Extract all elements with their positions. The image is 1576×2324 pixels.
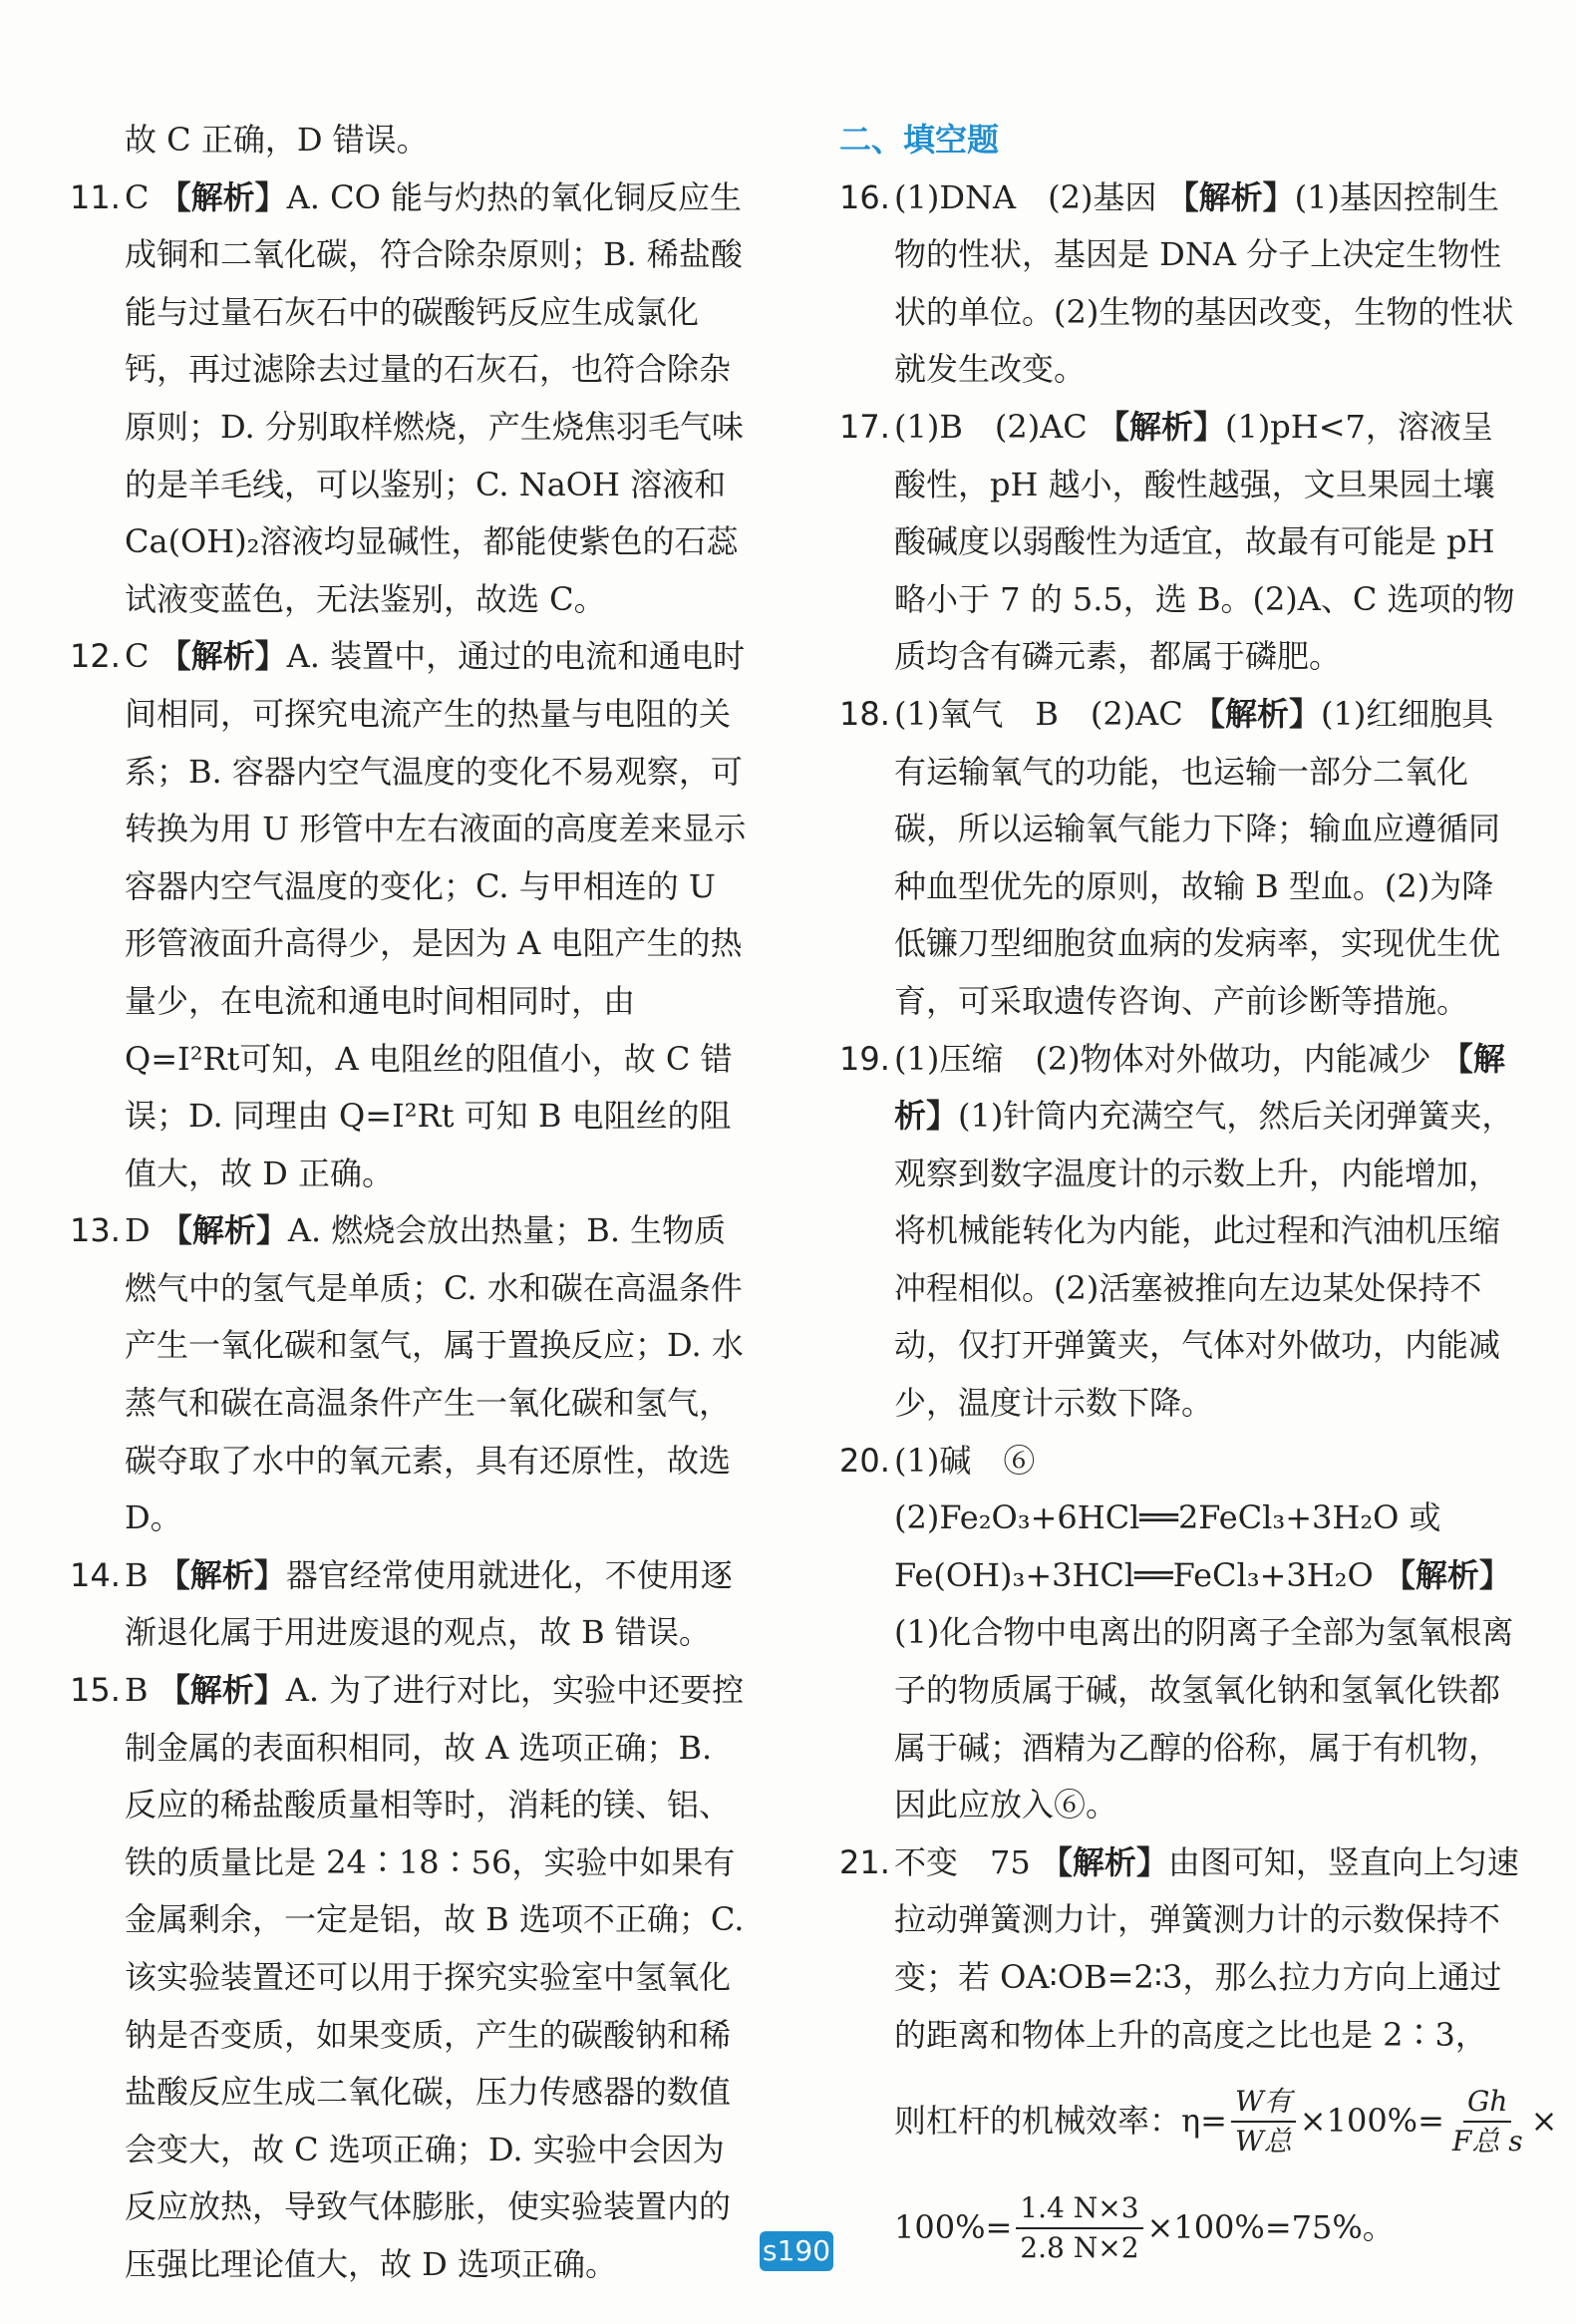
item-answer: (1)碱 ⑥ (2)Fe₂O₃+6HCl══2FeCl₃+3H₂O 或 Fe(OH)₃+3HCl══FeCl₃+3H₂O xyxy=(894,1441,1441,1594)
answer-item-21 xyxy=(839,1834,1558,2278)
item-number: 21. xyxy=(839,1842,890,1881)
item-text: (1)化合物中电离出的阴离子全部为氢氧根离子的物质属于碱，故氢氧化钠和氢氧化铁都属于碱；酒精为乙醇的俗称，属于有机物，因此应放入⑥。 xyxy=(894,1613,1514,1825)
section-title: 二、填空题 xyxy=(839,121,1000,159)
answer-item-19 xyxy=(839,1031,1522,1433)
analysis-tag: 【解析】 xyxy=(158,637,287,676)
fraction-denominator: F总 s xyxy=(1451,2124,1523,2158)
item-text: (1)pH<7，溶液呈酸性，pH 越小，酸性越强，文旦果园土壤酸碱度以弱酸性为适宜，故最有可能是 pH 略小于 7 的 5.5，选 B。(2)A、C 选项的物质均含有磷元素，都属于磷肥。 xyxy=(894,407,1515,676)
fraction-numerator: 1.4 N×3 xyxy=(1016,2189,1142,2229)
answer-item-12 xyxy=(70,628,754,1202)
analysis-tag: 【解析】 xyxy=(158,1671,286,1710)
answer-item-13 xyxy=(70,1202,754,1547)
answer-item-18 xyxy=(839,686,1522,1031)
item-text: A. 装置中，通过的电流和通电时间相同，可探究电流产生的热量与电阻的关系；B. 容器内空气温度的变化不易观察，可转换为用 U 形管中左右液面的高度差来显示容器内空气温度的变化；C. 与甲相连的 U 形管液面升高得少，是因为 A 电阻产生的热量少，在电流和通电时间相同时，由 Q=I²Rt可知，A 电阻丝的阻值小，故 C 错误；D. 同理由 Q=I²Rt 可知 B 电阻丝的阻值大，故 D 正确。 xyxy=(125,637,747,1192)
item-number: 19. xyxy=(839,1039,890,1078)
item-answer: (1)B (2)AC xyxy=(894,407,1088,446)
item-text: (1)针筒内充满空气，然后关闭弹簧夹，观察到数字温度计的示数上升，内能增加，将机械能转化为内能，此过程和汽油机压缩冲程相似。(2)活塞被推向左边某处保持不动，仅打开弹簧夹，气体对外做功，内能减少，温度计示数下降。 xyxy=(894,1097,1514,1423)
analysis-tag: 【解析】 xyxy=(1097,407,1225,446)
efficiency-formula-line xyxy=(894,2064,1558,2178)
item-number: 16. xyxy=(839,177,890,216)
analysis-tag: 【解析】 xyxy=(159,1211,288,1250)
analysis-tag: 【解析】 xyxy=(158,177,287,216)
item-answer: (1)压缩 (2)物体对外做功，内能减少 xyxy=(894,1039,1431,1078)
formula-prefix: 则杠杆的机械效率：η= xyxy=(894,2101,1227,2140)
analysis-tag: 【解析】 xyxy=(1192,694,1321,733)
item-answer: B xyxy=(125,1671,149,1710)
item-answer: 不变 75 xyxy=(894,1842,1031,1881)
fraction-denominator: W总 xyxy=(1235,2124,1292,2158)
item-answer: (1)DNA (2)基因 xyxy=(894,177,1157,216)
item-number: 20. xyxy=(839,1441,890,1480)
item-number: 17. xyxy=(839,407,890,446)
item-number: 15. xyxy=(70,1671,121,1710)
item-text: A. 燃烧会放出热量；B. 生物质燃气中的氢气是单质；C. 水和碳在高温条件产生一氧化碳和氢气，属于置换反应；D. 水蒸气和碳在高温条件产生一氧化碳和氢气，碳夺取了水中的氧元素，具有还原性，故选 D。 xyxy=(125,1211,744,1537)
analysis-tag: 【解析】 xyxy=(1383,1555,1511,1594)
right-column xyxy=(839,112,1558,2278)
fraction-denominator: 2.8 N×2 xyxy=(1020,2231,1139,2265)
answer-item-14 xyxy=(70,1547,754,1662)
page-number-badge: s190 xyxy=(760,2231,833,2271)
answer-item-11 xyxy=(70,169,754,629)
analysis-tag: 【解析】 xyxy=(158,1555,286,1594)
gh-fraction xyxy=(1448,2083,1527,2160)
numeric-fraction xyxy=(1016,2189,1142,2267)
item-answer: C xyxy=(125,177,150,216)
item-number: 12. xyxy=(70,637,121,676)
formula-prefix: 100%= xyxy=(894,2208,1013,2247)
analysis-tag: 【解析】 xyxy=(894,1039,1505,1136)
item-text: (1)红细胞具有运输氧气的功能，也运输一部分二氧化碳，所以运输氧气能力下降；输血应遵循同种血型优先的原则，故输 B 型血。(2)为降低镰刀型细胞贫血病的发病率，实现优生优育，可采取遗传咨询、产前诊断等措施。 xyxy=(894,694,1501,1020)
formula-suffix: × xyxy=(1530,2101,1558,2140)
fraction-numerator: W有 xyxy=(1231,2083,1296,2123)
item-number: 14. xyxy=(70,1555,121,1594)
continuation-text: 故 C 正确，D 错误。 xyxy=(125,121,429,159)
analysis-tag: 【解析】 xyxy=(1040,1842,1168,1881)
answer-item-15 xyxy=(70,1662,754,2294)
fraction-numerator: Gh xyxy=(1463,2083,1511,2123)
item-text: A. CO 能与灼热的氧化铜反应生成铜和二氧化碳，符合除杂原则；B. 稀盐酸能与过量石灰石中的碳酸钙反应生成氯化钙，再过滤除去过量的石灰石，也符合除杂原则；D. 分别取样燃烧，产生烧焦羽毛气味的是羊毛线，可以鉴别；C. NaOH 溶液和 Ca(OH)₂溶液均显碱性，都能使紫色的石蕊试液变蓝色，无法鉴别，故选 C。 xyxy=(125,177,744,618)
formula-mid: ×100%= xyxy=(1299,2101,1444,2140)
item-number: 13. xyxy=(70,1211,121,1250)
formula-suffix: ×100%=75%。 xyxy=(1146,2208,1395,2247)
item-text: 器官经常使用就进化，不使用逐渐退化属于用进废退的观点，故 B 错误。 xyxy=(125,1555,733,1652)
item-answer: C xyxy=(125,637,150,676)
item-text: 由图可知，竖直向上匀速拉动弹簧测力计，弹簧测力计的示数保持不变；若 OA∶OB=2∶3，那么拉力方向上通过的距离和物体上升的高度之比也是 2∶3， xyxy=(894,1842,1519,2054)
item-answer: B xyxy=(125,1555,149,1594)
analysis-tag: 【解析】 xyxy=(1166,177,1295,216)
answer-item-20 xyxy=(839,1433,1522,1834)
item-answer: (1)氧气 B (2)AC xyxy=(894,694,1183,733)
left-column xyxy=(70,112,754,2294)
work-fraction xyxy=(1231,2083,1296,2160)
item-answer: D xyxy=(125,1211,151,1250)
item-number: 11. xyxy=(70,177,121,216)
item-text: (1)基因控制生物的性状，基因是 DNA 分子上决定生物性状的单位。(2)生物的基因改变，生物的性状就发生改变。 xyxy=(894,177,1514,389)
item-number: 18. xyxy=(839,694,890,733)
answer-item-16 xyxy=(839,169,1522,399)
item-text: A. 为了进行对比，实验中还要控制金属的表面积相同，故 A 选项正确；B. 反应的稀盐酸质量相等时，消耗的镁、铝、铁的质量比是 24∶18∶56，实验中如果有金属剩余，一定是铝，故 B 选项不正确；C. 该实验装置还可以用于探究实验室中氢氧化钠是否变质，如果变质，产生的碳酸钠和稀盐酸反应生成二氧化碳，压力传感器的数值会变大，故 C 选项正确；D. 实验中会因为反应放热，导致气体膨胀，使实验装置内的压强比理论值大，故 D 选项正确。 xyxy=(125,1671,745,2283)
efficiency-result-line xyxy=(894,2178,1522,2278)
answer-item-17 xyxy=(839,399,1522,686)
